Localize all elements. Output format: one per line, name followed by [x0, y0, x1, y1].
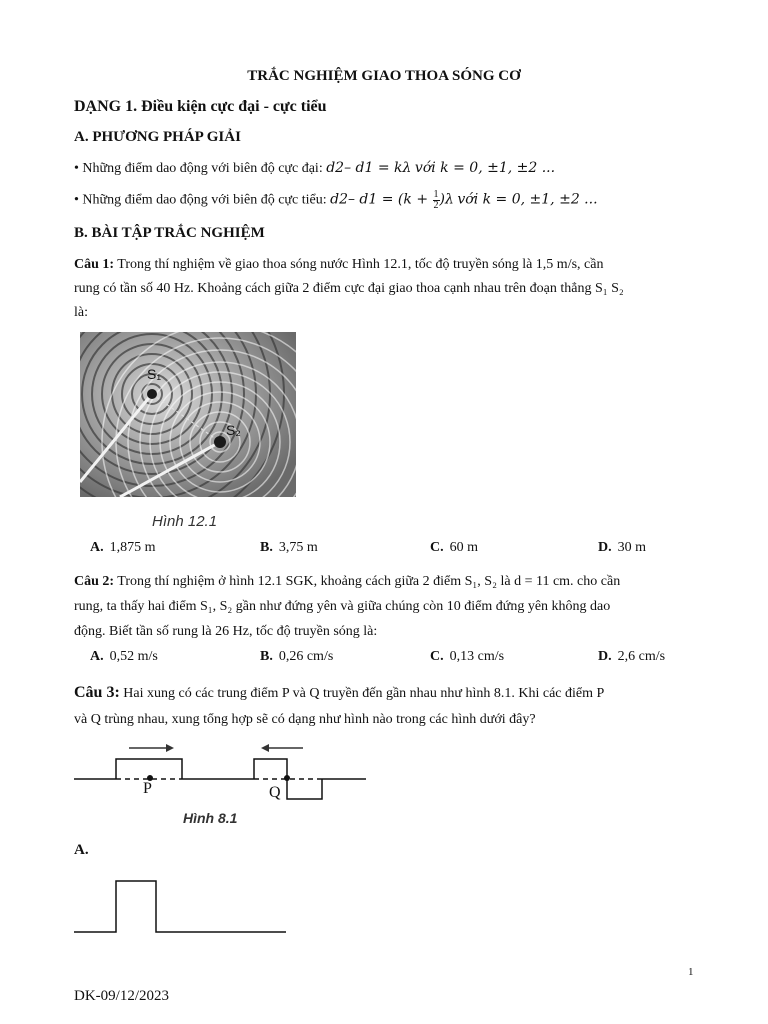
- bullet-minimum-lambda: )λ: [439, 191, 454, 208]
- bullet-maximum-condition: với k = 0, ±1, ±2 ...: [414, 160, 556, 176]
- q2-option-a[interactable]: A. 0,52 m/s: [90, 649, 158, 664]
- question-1-label: Câu 1:: [74, 257, 115, 272]
- question-1-line2: rung có tần số 40 Hz. Khoảng cách giữa 2 điểm cực đại giao thoa cạnh nhau trên đoạn thẳng S₁ S₂: [74, 281, 624, 296]
- q2-option-d[interactable]: D. 2,6 cm/s: [598, 649, 666, 664]
- question-1: [74, 253, 694, 325]
- point-q-label: Q: [269, 784, 281, 801]
- part-a-heading: A. PHƯƠNG PHÁP GIẢI: [74, 129, 241, 145]
- footer-date: DK-09/12/2023: [74, 988, 169, 1004]
- question-3-line1: Hai xung có các trung điểm P và Q truyền đến gần nhau như hình 8.1. Khi các điểm P: [119, 686, 605, 701]
- bullet-minimum: [74, 190, 598, 211]
- q1-option-b[interactable]: B. 3,75 m: [260, 540, 318, 555]
- s1-label: S₁: [147, 366, 162, 382]
- bullet-minimum-condition: với k = 0, ±1, ±2 ...: [457, 191, 598, 208]
- question-3: [74, 680, 694, 733]
- q1-option-a[interactable]: A. 1,875 m: [90, 540, 156, 555]
- bullet-maximum-formula: d2– d1 = kλ: [326, 160, 412, 176]
- question-3-label: Câu 3:: [74, 684, 120, 701]
- fraction: $\frac{1}{2}$: [433, 189, 439, 211]
- bullet-minimum-text: • Những điểm dao động với biên độ cực tiểu:: [74, 192, 331, 208]
- q1-option-c[interactable]: C. 60 m: [430, 540, 479, 555]
- question-1-line3: là:: [74, 305, 88, 320]
- answer-a-label[interactable]: A.: [74, 842, 89, 858]
- bullet-minimum-formula: d2– d1 = (k +: [330, 191, 433, 208]
- question-2-line2: rung, ta thấy hai điểm S₁, S₂ gần như đứng yên và giữa chúng còn 10 điểm đứng yên không dao: [74, 599, 611, 614]
- interference-photo: [80, 332, 296, 497]
- page-title: TRẮC NGHIỆM GIAO THOA SÓNG CƠ: [247, 68, 521, 84]
- question-1-line1: Trong thí nghiệm về giao thoa sóng nước Hình 12.1, tốc độ truyền sóng là 1,5 m/s, cần: [114, 257, 604, 272]
- question-2-line3: động. Biết tần số rung là 26 Hz, tốc độ truyền sóng là:: [74, 624, 378, 639]
- figure-8-1-caption: Hình 8.1: [183, 810, 238, 826]
- point-p-label: P: [143, 780, 152, 797]
- question-2: [74, 569, 694, 644]
- q2-option-b[interactable]: B. 0,26 cm/s: [260, 649, 334, 664]
- figure-12-1-caption: Hình 12.1: [152, 513, 218, 530]
- bullet-maximum: [74, 160, 555, 177]
- q2-option-c[interactable]: C. 0,13 cm/s: [430, 649, 505, 664]
- q1-option-d[interactable]: D. 30 m: [598, 540, 647, 555]
- part-b-heading: B. BÀI TẬP TRẮC NGHIỆM: [74, 225, 265, 241]
- page-number: 1: [688, 966, 694, 978]
- question-2-label: Câu 2:: [74, 574, 115, 589]
- question-2-line1: Trong thí nghiệm ở hình 12.1 SGK, khoảng cách giữa 2 điểm S₁, S₂ là d = 11 cm. cho cần: [114, 574, 621, 589]
- section-heading: DẠNG 1. Điều kiện cực đại - cực tiểu: [74, 98, 327, 115]
- bullet-maximum-text: • Những điểm dao động với biên độ cực đại:: [74, 161, 327, 176]
- answer-a-pulse: [74, 876, 294, 938]
- question-3-line2: và Q trùng nhau, xung tổng hợp sẽ có dạng như hình nào trong các hình dưới đây?: [74, 712, 536, 727]
- s2-label: S₂: [226, 422, 241, 438]
